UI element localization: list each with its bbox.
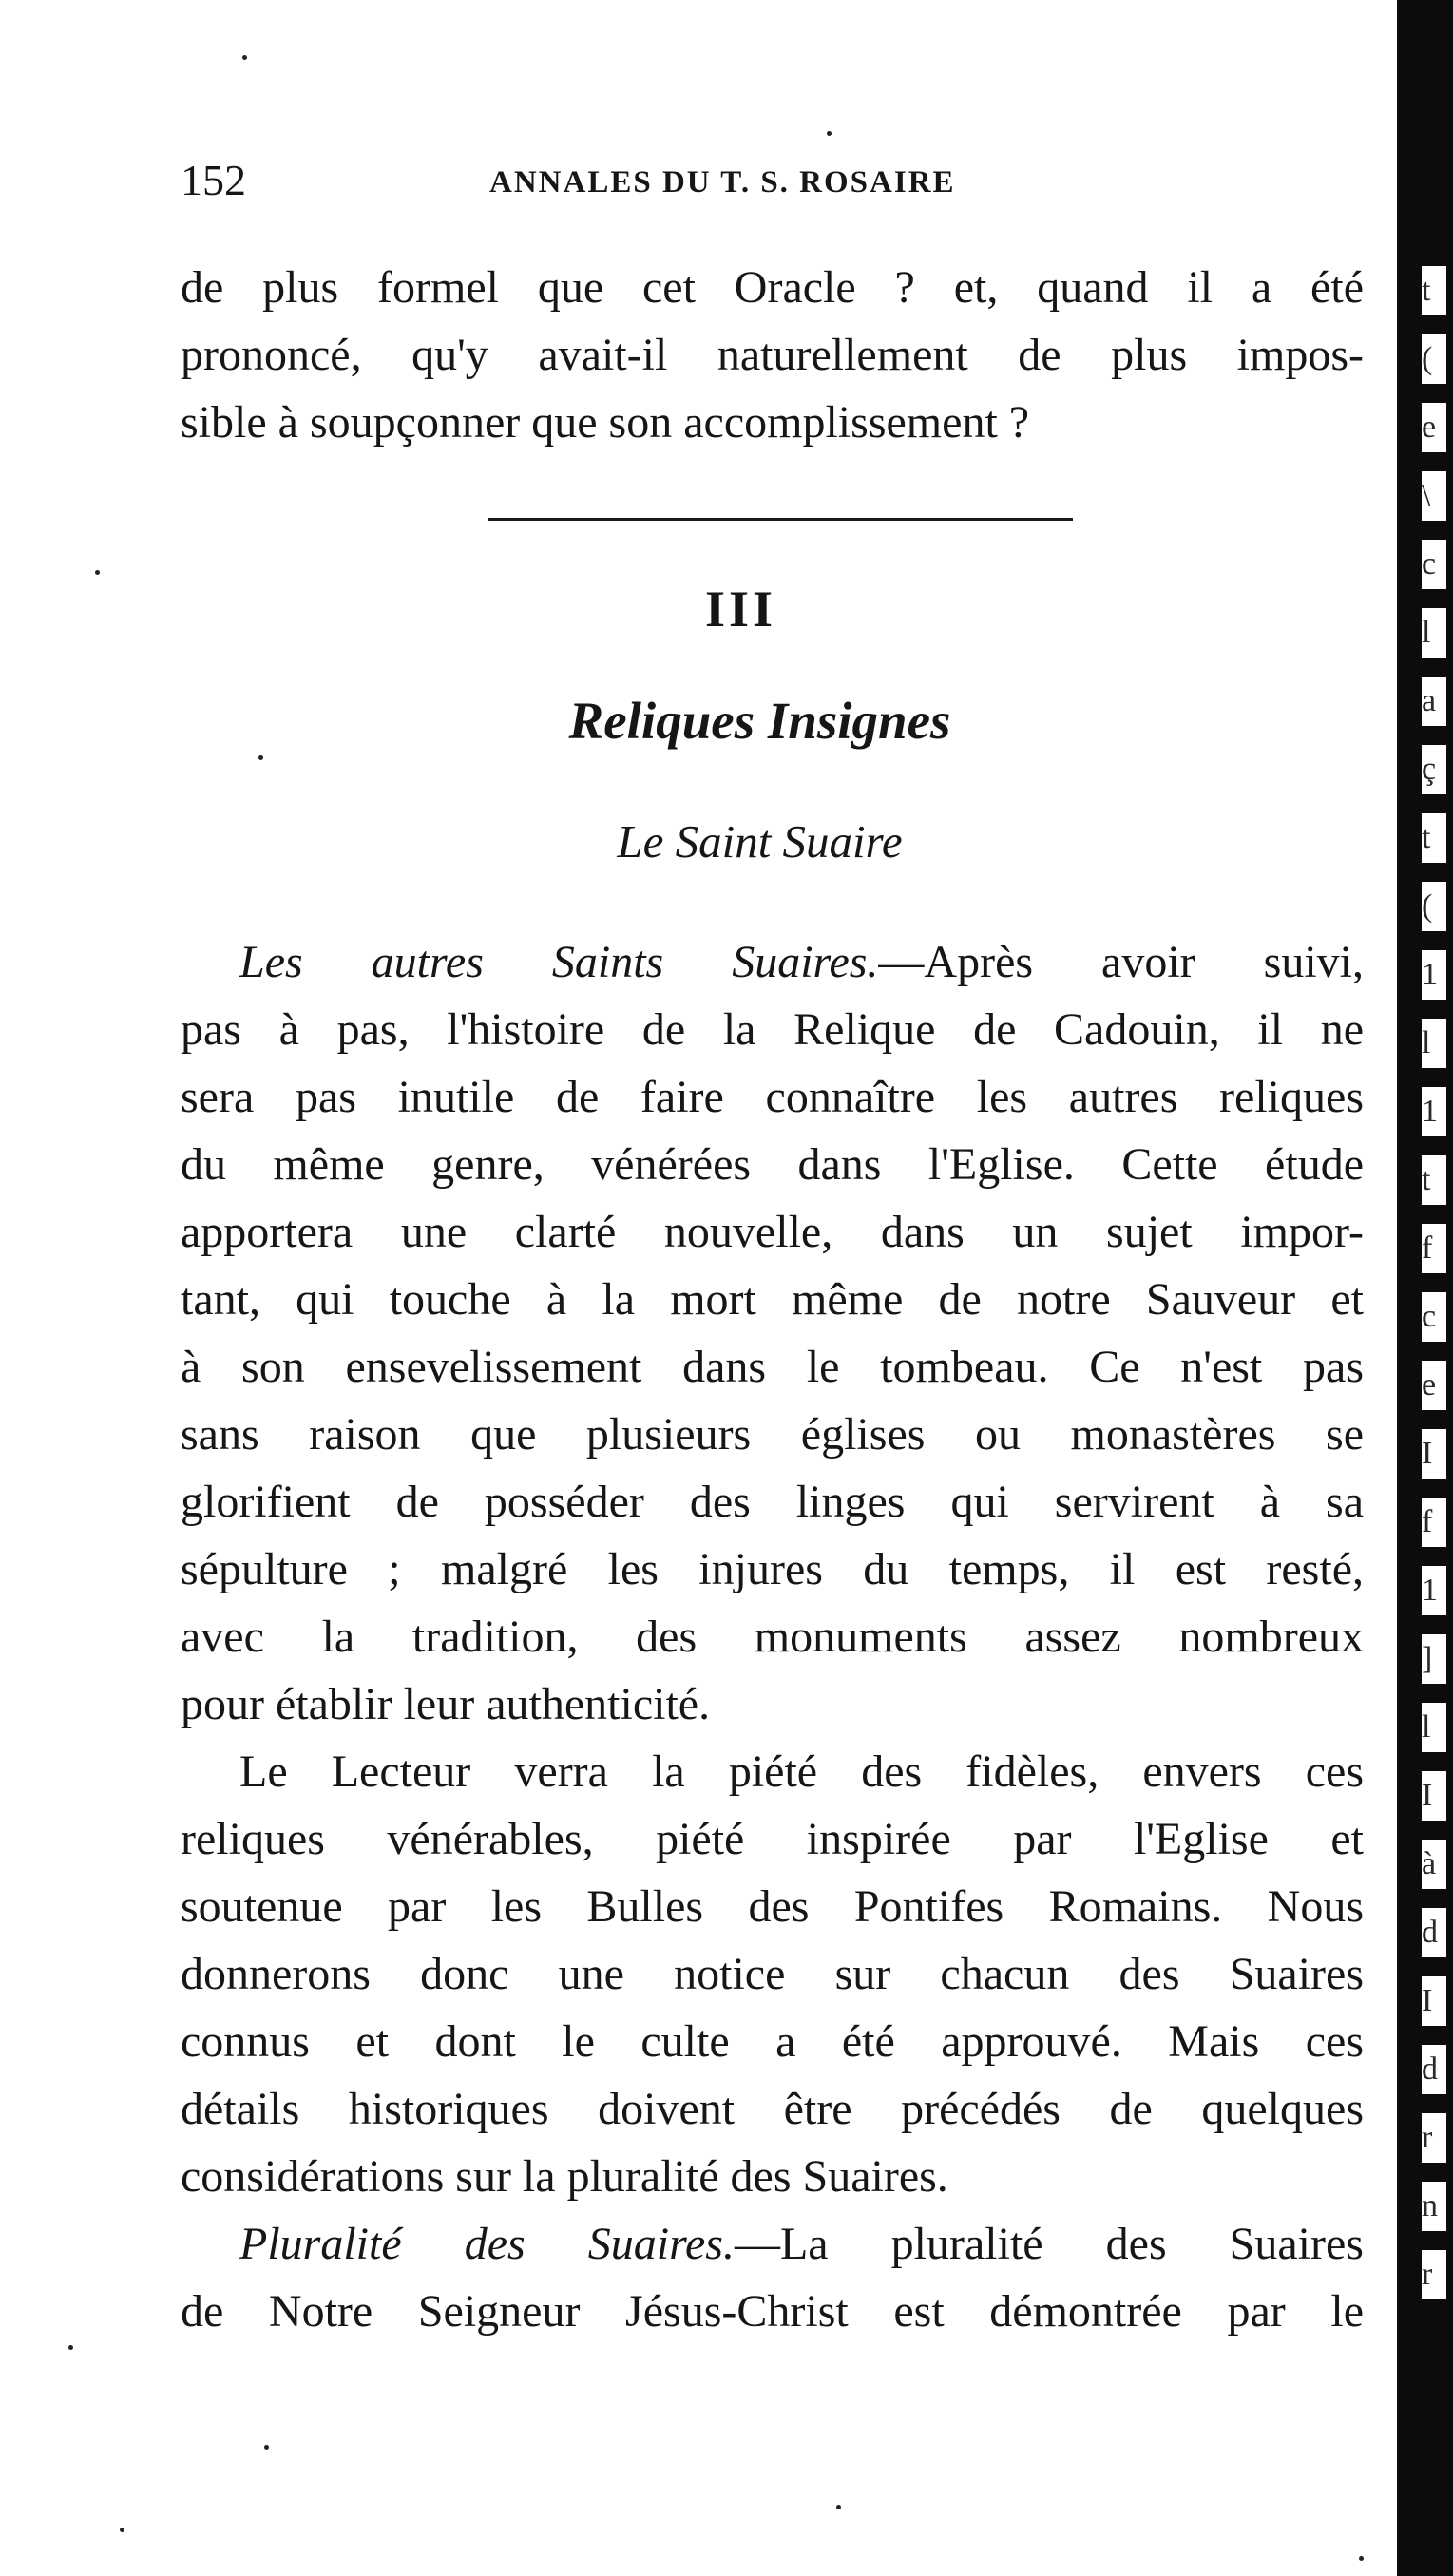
scan-speck (1359, 2556, 1364, 2561)
subsection-title: Le Saint Suaire (617, 815, 903, 868)
text-line: avec la tradition, des monuments assez nombreux (181, 1612, 1364, 1662)
bleed-char: t (1422, 266, 1446, 315)
bleed-char: d (1422, 1908, 1446, 1957)
text-line: de plus formel que cet Oracle ? et, quand il a été (181, 262, 1364, 313)
paragraph-lead-rest: —La pluralité des Suaires (734, 2219, 1364, 2269)
bleed-char: ] (1422, 1634, 1446, 1684)
scan-speck (68, 2345, 73, 2350)
text-line: donnerons donc une notice sur chacun des Suaires (181, 1949, 1364, 1999)
text-line: sans raison que plusieurs églises ou monastères se (181, 1409, 1364, 1460)
bleed-char: à (1422, 1840, 1446, 1889)
scan-speck (242, 55, 247, 60)
bleed-char: e (1422, 403, 1446, 452)
text-line: sépulture ; malgré les injures du temps, il est resté, (181, 1544, 1364, 1594)
text-line: Le Lecteur verra la piété des fidèles, envers ces (239, 1746, 1364, 1797)
text-line: à son ensevelissement dans le tombeau. Ce n'est pas (181, 1342, 1364, 1392)
bleed-char: r (1422, 2113, 1446, 2163)
scan-speck (95, 570, 100, 575)
bleed-char: d (1422, 2045, 1446, 2094)
bleed-char: ( (1422, 334, 1446, 384)
bleed-char: 1 (1422, 1566, 1446, 1615)
bleed-char: l (1422, 1019, 1446, 1068)
bleed-char: t (1422, 1155, 1446, 1205)
text-line: prononcé, qu'y avait-il naturellement de plus impos- (181, 330, 1364, 380)
page-number: 152 (181, 156, 246, 204)
bleed-char: e (1422, 1361, 1446, 1410)
paragraph-1 (181, 928, 1364, 1738)
paragraph-lead-line (181, 928, 1364, 996)
bleed-char: c (1422, 540, 1446, 589)
text-line: sible à soupçonner que son accomplissement ? (181, 397, 1030, 448)
bleed-char: I (1422, 1771, 1446, 1821)
bleed-char: t (1422, 813, 1446, 863)
bleed-char: ç (1422, 745, 1446, 794)
bleed-char: l (1422, 608, 1446, 658)
bleed-char: 1 (1422, 950, 1446, 1000)
text-line: détails historiques doivent être précédés de quelques (181, 2084, 1364, 2134)
text-line: sera pas inutile de faire connaître les autres reliques (181, 1072, 1364, 1122)
scan-speck (258, 755, 263, 760)
intro-text (181, 254, 1364, 456)
bleed-char: f (1422, 1498, 1446, 1547)
section-divider (488, 518, 1073, 521)
scan-speck (836, 2505, 841, 2509)
bleed-char: r (1422, 2250, 1446, 2299)
scan-speck (120, 2528, 124, 2532)
bleed-char: a (1422, 677, 1446, 726)
section-title: Reliques Insignes (568, 692, 951, 750)
page-header (181, 150, 1364, 211)
paragraph-lead-line (181, 2210, 1364, 2278)
text-line: du même genre, vénérées dans l'Eglise. Cette étude (181, 1139, 1364, 1190)
text-line: considérations sur la pluralité des Suaires. (181, 2151, 948, 2202)
paragraph-3 (181, 2210, 1364, 2345)
paragraph-2 (181, 1738, 1364, 2210)
bleed-char: I (1422, 1976, 1446, 2026)
binding-gap (1378, 0, 1397, 2576)
scan-speck (827, 131, 832, 136)
text-line: glorifient de posséder des linges qui servirent à sa (181, 1477, 1364, 1527)
text-line: pour établir leur authenticité. (181, 1679, 711, 1729)
bleed-char: f (1422, 1224, 1446, 1273)
bleed-char: \ (1422, 471, 1446, 521)
running-head: ANNALES DU T. S. ROSAIRE (489, 165, 956, 200)
scan-speck (264, 2445, 269, 2450)
section-number: III (704, 581, 777, 638)
text-line: reliques vénérables, piété inspirée par l'Eglise et (181, 1814, 1364, 1864)
paragraph-lead-italic: Pluralité des Suaires. (239, 2219, 735, 2269)
text-line: connus et dont le culte a été approuvé. Mais ces (181, 2016, 1364, 2067)
bleed-char: ( (1422, 882, 1446, 931)
text-line: apportera une clarté nouvelle, dans un sujet impor- (181, 1207, 1364, 1257)
bleed-char: l (1422, 1703, 1446, 1752)
paragraph-lead-italic: Les autres Saints Suaires. (239, 937, 879, 987)
bleed-char: I (1422, 1429, 1446, 1479)
bleed-char: c (1422, 1292, 1446, 1342)
paragraph-lead-rest: —Après avoir suivi, (878, 937, 1364, 987)
bleed-char: 1 (1422, 1087, 1446, 1136)
bleed-char: n (1422, 2182, 1446, 2231)
text-line: tant, qui touche à la mort même de notre Sauveur et (181, 1274, 1364, 1325)
text-line: soutenue par les Bulles des Pontifes Romains. Nous (181, 1881, 1364, 1932)
text-line: pas à pas, l'histoire de la Relique de Cadouin, il ne (181, 1004, 1364, 1055)
text-line: de Notre Seigneur Jésus-Christ est démontrée par le (181, 2286, 1364, 2337)
